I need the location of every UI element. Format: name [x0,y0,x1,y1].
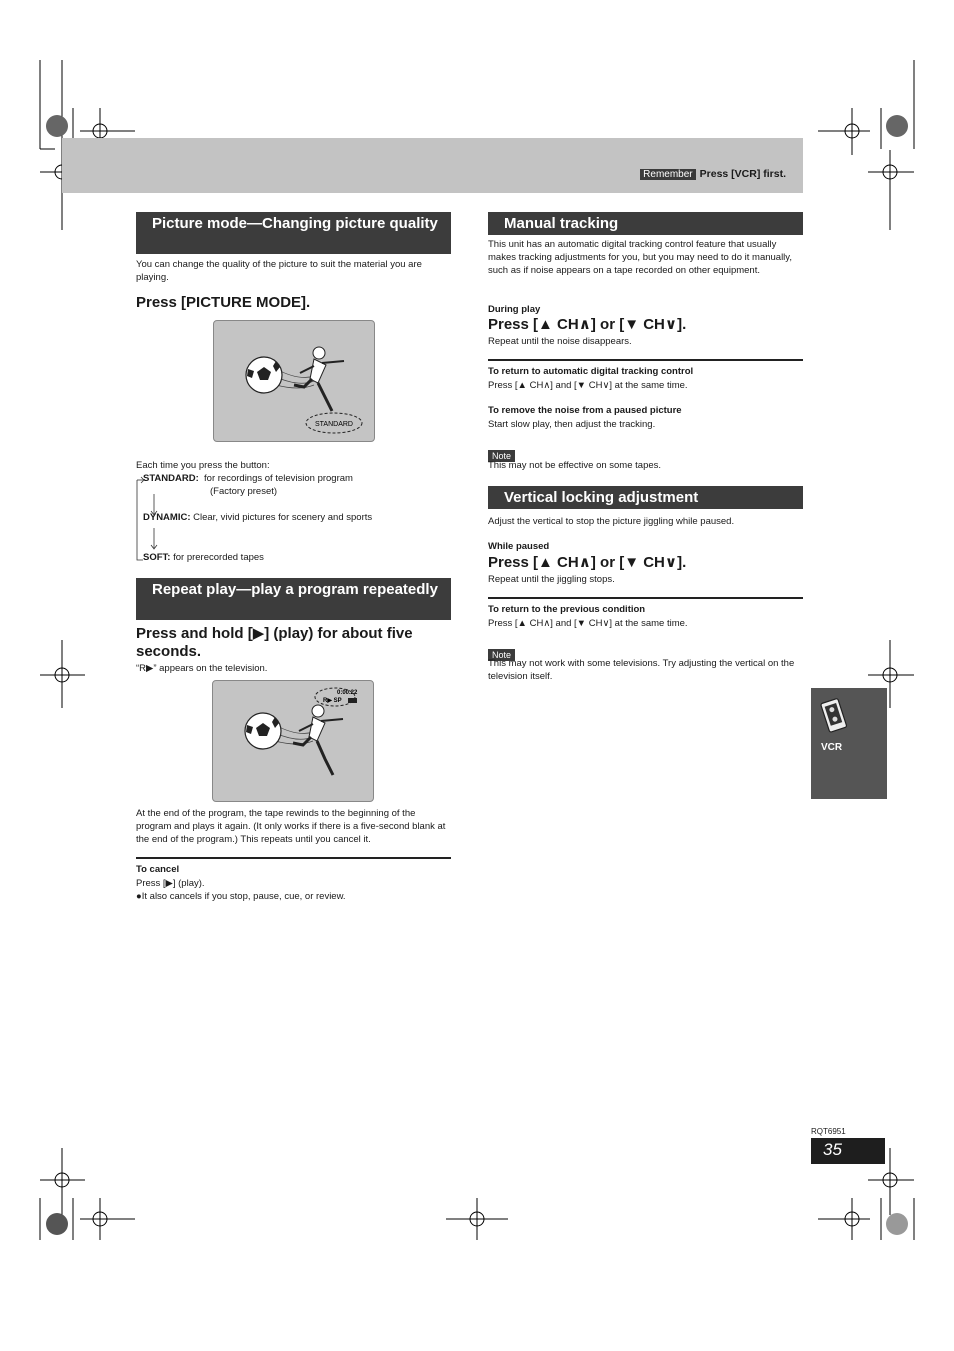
each-time-text: Each time you press the button: [136,460,270,471]
repeat-appears-text: “R▶” appears on the television. [136,663,268,674]
repeat-play-instruction: Press and hold [▶] (play) for about five seconds. [136,625,413,660]
paused-noise-text: Start slow play, then adjust the tracking. [488,419,656,430]
osd-time: 0:00.22 [337,690,358,696]
previous-condition-text: Press [▲ CH∧] and [▼ CH∨] at the same time. [488,618,688,629]
divider-cancel [136,857,451,859]
tv-screen-illustration [213,320,375,442]
section-title-repeat-play: Repeat play—play a program repeatedly [136,578,451,620]
mode-standard-preset: (Factory preset) [210,486,278,497]
vcr-cassette-icon [817,696,853,736]
tv-screen-illustration-repeat [212,680,374,802]
note-text-vertical: This may not work with some televisions. Try adjusting the vertical on the television itself. [488,658,795,682]
mode-standard-desc: for recordings of television program [204,473,353,484]
vertical-locking-instruction: Press [▲ CH∧] or [▼ CH∨]. [488,554,687,571]
down-arrows-icon [148,492,160,554]
mode-standard-name: STANDARD: [143,473,199,484]
vertical-locking-intro: Adjust the vertical to stop the picture jiggling while paused. [488,516,735,527]
vertical-repeat-text: Repeat until the jiggling stops. [488,574,615,585]
soccer-player-illustration-repeat [213,681,373,801]
document-code: RQT6951 [811,1127,846,1136]
remember-note [640,168,786,180]
note-text-tracking: This may not be effective on some tapes. [488,460,662,471]
mode-soft [143,551,264,564]
cancel-line-1: Press [▶] (play). [136,878,205,889]
mode-dynamic-name: DYNAMIC: [143,512,191,523]
soccer-player-illustration [214,321,374,441]
section-title-picture-mode: Picture mode—Changing picture quality [136,212,451,254]
side-tab-vcr [811,688,887,799]
section-title-vertical-locking: Vertical locking adjustment [488,486,803,509]
cancel-label: To cancel [136,864,180,875]
repeat-end-text: At the end of the program, the tape rewinds to the beginning of the program and plays it again. (It only works if there is a five-second blank at the end of the program.) This repeats until you cancel it. [136,808,446,845]
mode-dynamic [143,511,453,524]
remember-text: Press [VCR] first. [699,168,786,180]
during-play-label: During play [488,304,541,315]
manual-tracking-intro: This unit has an automatic digital tracking control feature that usually makes tracking adjustments for you, but you may need to do it manually, such as if noise appears on a tape recorded on other equipment. [488,239,792,276]
manual-repeat-text: Repeat until the noise disappears. [488,336,632,347]
previous-condition-label: To return to the previous condition [488,604,646,615]
osd-mode: R▶ SP [323,698,342,704]
picture-mode-intro: You can change the quality of the picture to suit the material you are playing. [136,259,422,283]
note-tag-vertical: Note [488,645,515,663]
auto-tracking-text: Press [▲ CH∧] and [▼ CH∨] at the same time. [488,380,688,391]
divider-auto-tracking [488,359,803,361]
section-title-manual-tracking: Manual tracking [488,212,803,235]
note-tag-tracking: Note [488,446,515,464]
page-number: 35 [811,1138,885,1164]
mode-soft-desc: for prerecorded tapes [173,552,264,563]
while-paused-label: While paused [488,541,550,552]
mode-standard [143,472,453,485]
divider-previous-condition [488,597,803,599]
cancel-line-2: ●It also cancels if you stop, pause, cue, or review. [136,891,346,902]
auto-tracking-label: To return to automatic digital tracking control [488,366,694,377]
screen-label-standard: STANDARD [315,421,353,428]
paused-noise-label: To remove the noise from a paused picture [488,405,682,416]
header-bar [62,138,803,193]
mode-soft-name: SOFT: [143,552,171,563]
picture-mode-instruction: Press [PICTURE MODE]. [136,294,311,311]
mode-dynamic-desc: Clear, vivid pictures for scenery and sports [193,512,373,523]
manual-tracking-instruction: Press [▲ CH∧] or [▼ CH∨]. [488,316,687,333]
side-tab-label: VCR [821,742,843,753]
remember-tag: Remember [640,169,695,180]
